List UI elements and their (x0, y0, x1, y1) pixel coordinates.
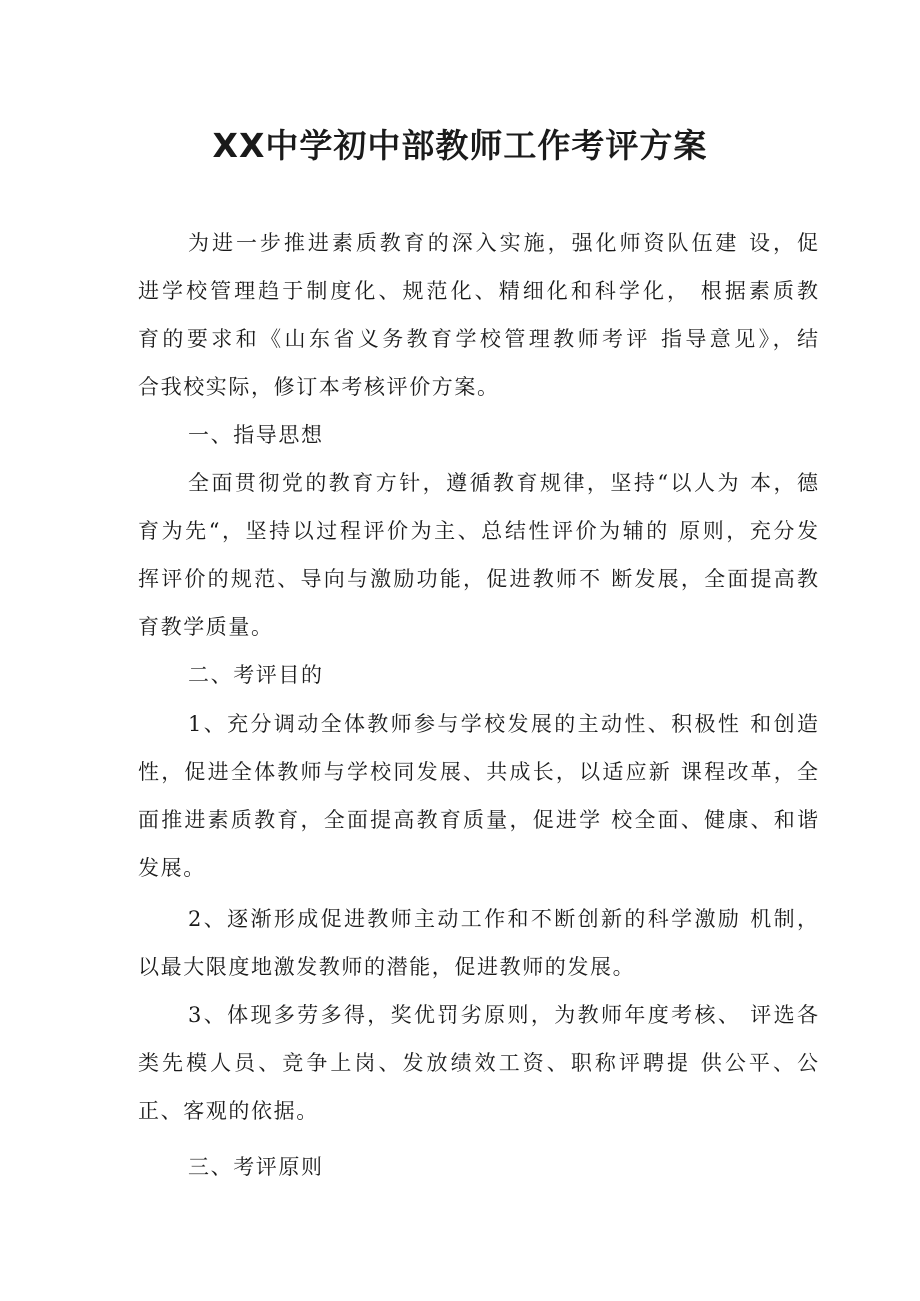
paragraph-line: 1、充分调动全体教师参与学校发展的主动性、积极性 和创造 (188, 712, 818, 736)
paragraph-line: 全面贯彻党的教育方针，遵循教育规律，坚持“以人为 本，德 (188, 471, 818, 495)
section-heading: 三、考评原则 (188, 1155, 324, 1179)
section-heading: 二、考评目的 (188, 663, 324, 687)
document-title: XX中学初中部教师工作考评方案 (212, 126, 708, 165)
paragraph-line: 类先模人员、竞争上岗、发放绩效工资、职称评聘提 供公平、公 (138, 1051, 818, 1075)
paragraph-line: 育为先“，坚持以过程评价为主、总结性评价为辅的 原则，充分发 (138, 519, 818, 543)
paragraph-line: 合我校实际，修订本考核评价方案。 (138, 375, 500, 399)
paragraph-line: 以最大限度地激发教师的潜能，促进教师的发展。 (138, 955, 636, 979)
paragraph-line: 发展。 (138, 856, 206, 880)
paragraph-line: 育的要求和《山东省义务教育学校管理教师考评 指导意见》，结 (138, 327, 818, 351)
paragraph-line: 为进一步推进素质教育的深入实施，强化师资队伍建 设，促 (188, 231, 818, 255)
paragraph-line: 面推进素质教育，全面提高教育质量，促进学 校全面、健康、和谐 (138, 808, 818, 832)
paragraph-line: 性，促进全体教师与学校同发展、共成长，以适应新 课程改革，全 (138, 760, 818, 784)
paragraph-line: 2、逐渐形成促进教师主动工作和不断创新的科学激励 机制， (188, 907, 818, 931)
section-heading: 一、指导思想 (188, 423, 324, 447)
paragraph-line: 正、客观的依据。 (138, 1099, 319, 1123)
paragraph-line: 挥评价的规范、导向与激励功能，促进教师不 断发展，全面提高教 (138, 567, 818, 591)
paragraph-line: 育教学质量。 (138, 615, 274, 639)
paragraph-line: 进学校管理趋于制度化、规范化、精细化和科学化， 根据素质教 (138, 279, 818, 303)
paragraph-line: 3、体现多劳多得，奖优罚劣原则，为教师年度考核、 评选各 (188, 1003, 818, 1027)
